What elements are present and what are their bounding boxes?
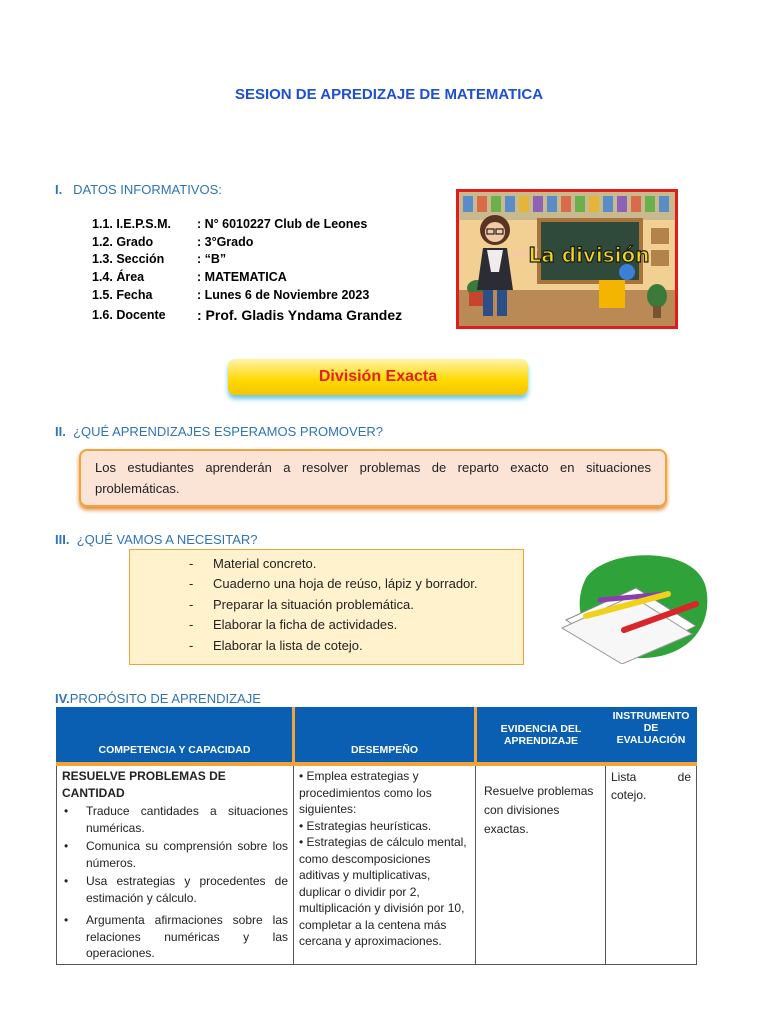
competencia-title: RESUELVE PROBLEMAS DE CANTIDAD bbox=[62, 769, 226, 800]
info-value: : Prof. Gladis Yndama Grandez bbox=[197, 307, 403, 324]
list-item: • Estrategias de cálculo mental, como descomposiciones aditivas y multiplicativas, duplicar o dividir por 2, multiplicación y división por 10, completar a la centena más cercana y aproximaciones. bbox=[299, 835, 467, 948]
section-1-label: DATOS INFORMATIVOS: bbox=[73, 182, 222, 197]
info-label: 1.6. Docente bbox=[92, 308, 166, 323]
section-1-heading bbox=[55, 182, 222, 197]
paper-pencils-icon bbox=[556, 548, 712, 664]
section-2-label: ¿QUÉ APRENDIZAJES ESPERAMOS PROMOVER? bbox=[73, 424, 383, 439]
info-value: : Lunes 6 de Noviembre 2023 bbox=[197, 287, 370, 302]
table-header-row bbox=[57, 708, 697, 765]
info-label: 1.2. Grado bbox=[92, 234, 154, 249]
section-3-label: ¿QUÉ VAMOS A NECESITAR? bbox=[76, 532, 258, 547]
info-value: : “B” bbox=[197, 252, 227, 267]
info-value: : MATEMATICA bbox=[197, 270, 287, 285]
info-label: 1.4. Área bbox=[92, 270, 145, 285]
list-item: • Emplea estrategias y procedimientos como los siguientes: bbox=[299, 769, 432, 816]
info-value: : N° 6010227 Club de Leones bbox=[197, 217, 368, 231]
section-4-number: IV. bbox=[55, 691, 70, 706]
list-item: • Usa estrategias y procedentes de estimación y cálculo. bbox=[62, 873, 288, 906]
info-label: 1.1. I.E.P.S.M. bbox=[92, 217, 171, 231]
section-3-heading bbox=[55, 532, 258, 547]
materials-box: - Material concreto. - Cuaderno una hoja de reúso, lápiz y borrador. - Preparar la situación problemática. - Elaborar la ficha de actividades. - Elaborar la lista de cotejo. bbox=[129, 549, 524, 665]
info-value: : 3°Grado bbox=[197, 234, 254, 249]
teacher-illustration bbox=[456, 189, 678, 329]
column-header: EVIDENCIA DEL APRENDIZAJE bbox=[476, 708, 606, 765]
page-title: SESION DE APREDIZAJE DE MATEMATICA bbox=[234, 86, 544, 103]
info-label: 1.5. Fecha bbox=[92, 287, 153, 302]
section-2-number: II. bbox=[55, 424, 66, 439]
column-header: DESEMPEÑO bbox=[294, 708, 476, 765]
competencia-cell bbox=[57, 764, 294, 964]
topic-banner: División Exacta bbox=[228, 359, 528, 395]
section-2-heading bbox=[55, 424, 383, 439]
section-4-label: PROPÓSITO DE APRENDIZAJE bbox=[69, 691, 261, 706]
classroom-scene-icon bbox=[459, 192, 675, 326]
list-item: • Estrategias heurísticas. bbox=[299, 818, 432, 833]
instrumento-cell: Lista de cotejo. bbox=[606, 764, 697, 964]
column-header: COMPETENCIA Y CAPACIDAD bbox=[57, 708, 294, 765]
column-header: INSTRUMENTO DE EVALUACIÓN bbox=[606, 708, 697, 765]
list-item: • Traduce cantidades a situaciones numéricas. bbox=[62, 803, 288, 836]
section-1-number: I. bbox=[55, 182, 63, 197]
list-item: • Comunica su comprensión sobre los números. bbox=[62, 838, 288, 871]
section-4-heading bbox=[55, 691, 261, 706]
table-row bbox=[57, 764, 697, 964]
evidencia-cell: Resuelve problemas con divisiones exactas. bbox=[476, 764, 606, 964]
list-item: • Argumenta afirmaciones sobre las relaciones numéricas y las operaciones. bbox=[62, 912, 288, 962]
desempeno-cell bbox=[294, 764, 476, 964]
learning-purpose-table bbox=[56, 707, 697, 965]
info-label: 1.3. Sección bbox=[92, 252, 165, 267]
section-3-number: III. bbox=[55, 532, 70, 547]
image-title-text: La división bbox=[528, 243, 650, 267]
learning-goal-box: Los estudiantes aprenderán a resolver problemas de reparto exacto en situaciones problemáticas. bbox=[79, 449, 667, 507]
